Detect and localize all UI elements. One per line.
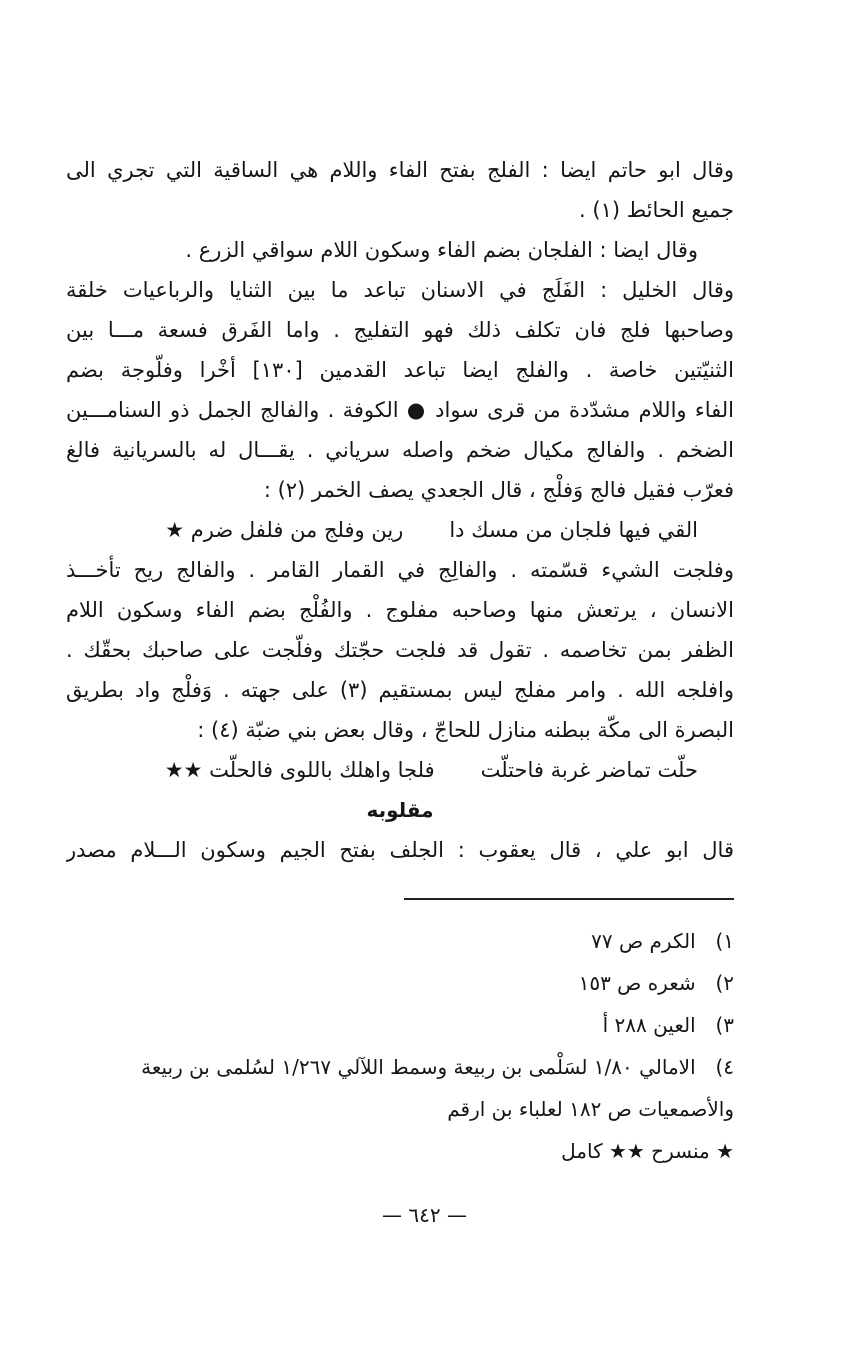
footnote-text: الكرم ص ٧٧: [591, 929, 696, 953]
text-line: قال ابو علي ، قال يعقوب : الجلف بفتح الجيم وسكون الـــلام مصدر: [66, 838, 734, 862]
footnote-continuation: والأصمعيات ص ١٨٢ لعلباء بن ارقم: [447, 1097, 734, 1121]
text-line: الظفر بمن تخاصمه . تقول قد فلجت حجّتك وفلّجت على صاحبك بحقّك .: [66, 638, 734, 662]
text-line: جميع الحائط (١) .: [579, 198, 734, 222]
page-number: — ٦٤٢ —: [382, 1203, 467, 1227]
text-line: الفاء واللام مشدّدة من قرى سواد ● الكوفة . والفالج الجمل ذو السنامـــين: [66, 398, 734, 422]
verse-second-hemistich: رين وفلج من فلفل ضرم ★: [165, 518, 404, 542]
footnotes: [66, 920, 734, 1172]
text-line: فعرّب فقيل فالج وَفلْج ، قال الجعدي يصف الخمر (٢) :: [263, 478, 734, 502]
meter-key: ★ منسرح ★★ كامل: [561, 1139, 734, 1163]
text-line: البصرة الى مكّة ببطنه منازل للحاجّ ، وقال بعض بني ضبّة (٤) :: [197, 718, 734, 742]
section-heading: مقلوبه: [366, 798, 434, 822]
verse-first-hemistich: القي فيها فلجان من مسك دا: [449, 518, 698, 542]
verse-line: [66, 510, 734, 550]
text-line: الانسان ، يرتعش منها وصاحبه مفلوج . والفُلْج بضم الفاء وسكون اللام: [66, 598, 734, 622]
text-line: وصاحبها فلج فان تكلف ذلك فهو التفليج . واما الفَرق فسعة مـــا بين: [66, 318, 734, 342]
verse-second-hemistich: فلجا واهلك باللوى فالحلّت ★★: [164, 758, 435, 782]
footnote-divider: [404, 898, 734, 900]
footnote-text: شعره ص ١٥٣: [578, 971, 696, 995]
main-text: [66, 150, 734, 870]
text-line: وافلجه الله . وامر مفلج ليس بمستقيم (٣) على جهته . وَفلْج واد بطريق: [66, 678, 734, 702]
text-line: وقال الخليل : الفَلَج في الاسنان تباعد ما بين الثنايا والرباعيات خلقة: [66, 278, 734, 302]
footnote-item: [66, 1004, 734, 1046]
footnote-text: العين ٢٨٨ أ: [602, 1013, 696, 1037]
verse-first-hemistich: حلّت تماضر غربة فاحتلّت: [480, 758, 698, 782]
footnote-number: ١): [715, 929, 734, 953]
text-line: وفلجت الشيء قسّمته . والفالِج في القمار القامر . والفالج ريح تأخـــذ: [66, 558, 734, 582]
text-line: الثنيّتين خاصة . والفلج ايضا تباعد القدمين [١٣٠] أخْرا وفلّوجة بضم: [66, 358, 734, 382]
footnote-number: ٢): [715, 971, 734, 995]
verse-line: [66, 750, 734, 790]
footnote-item: [66, 920, 734, 962]
footnote-number: ٤): [715, 1055, 734, 1079]
text-line: وقال ابو حاتم ايضا : الفلج بفتح الفاء واللام هي الساقية التي تجري الى: [66, 158, 734, 182]
footnote-item: [66, 1046, 734, 1088]
text-line: الضخم . والفالج مكيال ضخم واصله سرياني . يقـــال له بالسريانية فالغ: [66, 438, 734, 462]
text-line: وقال ايضا : الفلجان بضم الفاء وسكون اللام سواقي الزرع .: [185, 238, 698, 262]
footnote-item: [66, 962, 734, 1004]
footnote-number: ٣): [715, 1013, 734, 1037]
footnote-text: الامالي ١/٨٠ لسَلْمى بن ربيعة وسمط اللآلي ١/٢٦٧ لسُلمى بن ربيعة: [141, 1055, 696, 1079]
